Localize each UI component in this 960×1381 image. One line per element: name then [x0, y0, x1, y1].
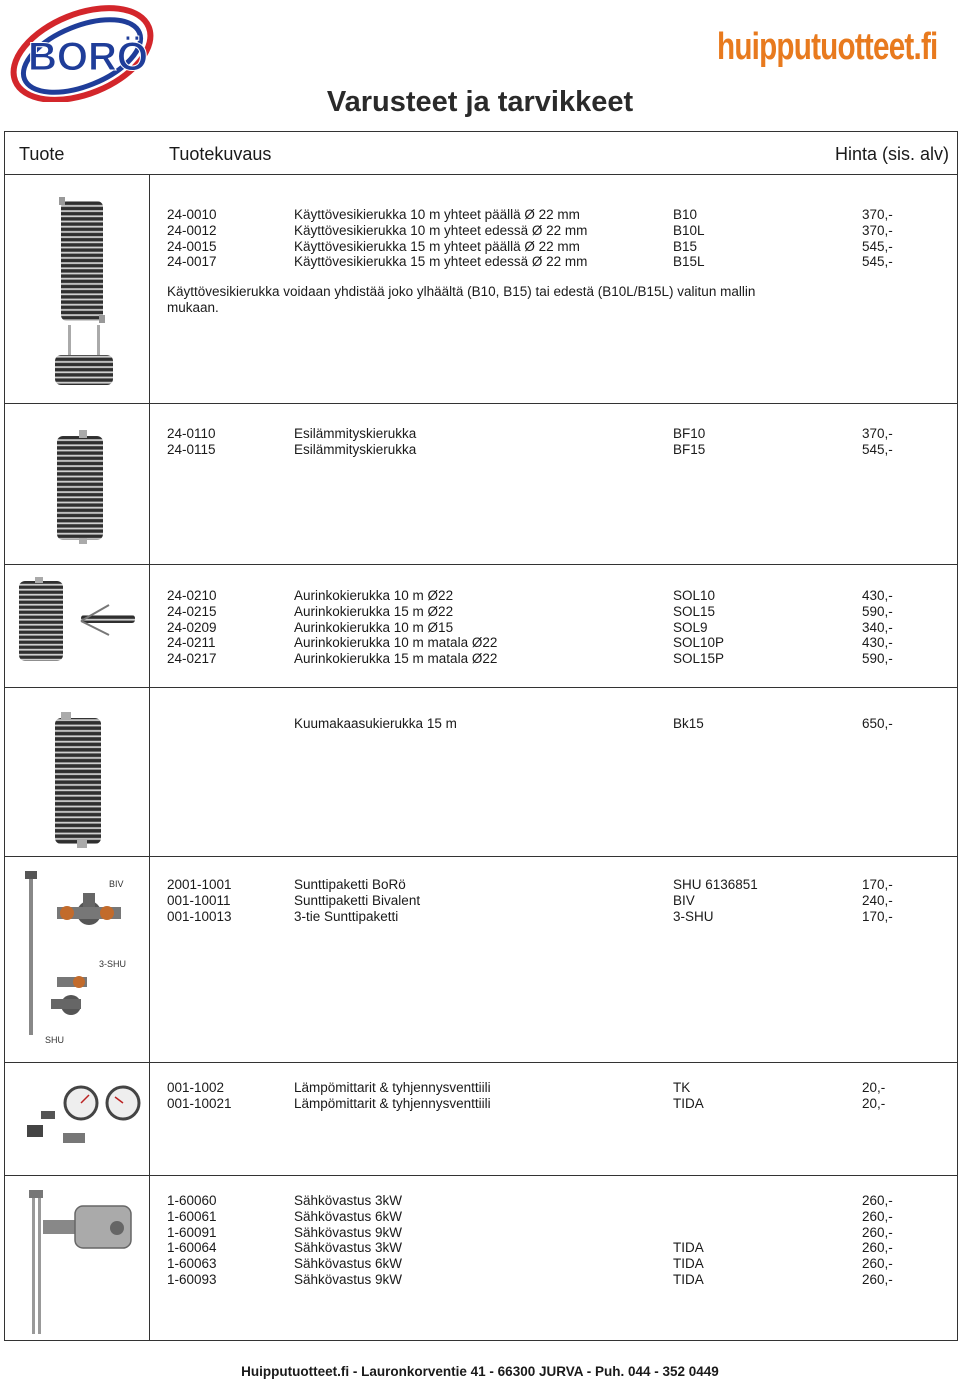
section-note: Käyttövesikierukka voidaan yhdistää joko ylhäältä (B10, B15) tai edestä (B10L/B15L) valitun mallin mukaan. [167, 284, 756, 315]
section-sunttipaketti: BIV 3-SHU SHU 2001-1001 Sunttipaketti BoRö SHU 6136851 170,- 001-10011 Sunttipaketti Bivalent BIV 240,- 001-10013 3-tie Sunttipaketti 3-SHU 170,- [5, 857, 957, 1063]
coil-image [5, 404, 149, 564]
col-header-price: Hinta (sis. alv) [835, 144, 950, 164]
col-header-product: Tuote [19, 144, 65, 164]
shunt-package-image [5, 857, 149, 1062]
svg-text:BORÖ: BORÖ [28, 35, 148, 79]
coil-image [5, 688, 149, 856]
section-esilammityskierukka: 24-0110 Esilämmityskierukka BF10 370,- 24-0115 Esilämmityskierukka BF15 545,- [5, 404, 957, 565]
thermometer-image [5, 1063, 149, 1175]
footer-contact: Huipputuotteet.fi - Lauronkorventie 41 - 66300 JURVA - Puh. 044 - 352 0449 [241, 1364, 719, 1379]
table-header [5, 132, 957, 175]
coil-image [5, 175, 149, 403]
section-kuumakaasukierukka: Kuumakaasukierukka 15 m Bk15 650,- [5, 688, 957, 857]
section-aurinkokierukka: 24-0210 Aurinkokierukka 10 m Ø22 SOL10 430,- 24-0215 Aurinkokierukka 15 m Ø22 SOL15 590,- 24-0209 Aurinkokierukka 10 m Ø15 SOL9 340,- 24-0211 Aurinkokierukka 10 m matala Ø22 SOL10P 430,- 24-0217 Aurinkokierukka 15 m matala Ø22 SOL15P 590,- [5, 565, 957, 688]
col-header-description: Tuotekuvaus [169, 144, 272, 164]
biv-label: BIV [109, 879, 124, 889]
heating-element-image [5, 1176, 149, 1340]
section-sahkovastus: 1-60060 Sähkövastus 3kW 260,- 1-60061 Sähkövastus 6kW 260,- 1-60091 Sähkövastus 9kW 260,- 1-60064 Sähkövastus 3kW TIDA 260,- 1-60063 Sähkövastus 6kW TIDA 260,- 1-60093 Sähkövastus 9kW TIDA 260,- [5, 1176, 957, 1340]
huipputuotteet-logo: huipputuotteet.fi [717, 26, 938, 68]
page-title: Varusteet ja tarvikkeet [326, 86, 634, 118]
section-lampomittarit: 001-1002 Lämpömittarit & tyhjennysventtiili TK 20,- 001-10021 Lämpömittarit & tyhjennysventtiili TIDA 20,- [5, 1063, 957, 1176]
shu3-label: 3-SHU [99, 959, 127, 969]
section-kayttovesikierukka: 24-0010 Käyttövesikierukka 10 m yhteet päällä Ø 22 mm B10 370,- 24-0012 Käyttövesikierukka 10 m yhteet edessä Ø 22 mm B10L 370,- 24-0015 Käyttövesikierukka 15 m yhteet päällä Ø 22 mm B15 545,- 24-0017 Käyttövesikierukka 15 m yhteet edessä Ø 22 mm B15L 545,- Käyttövesikierukka voidaan yhdistää joko ylhäältä (B10, B15) tai edestä (B10L/B15L) valitun mallin mukaan. [5, 175, 957, 404]
solar-coil-image [5, 565, 149, 687]
price-table [4, 131, 958, 1341]
shu-label: SHU [45, 1035, 65, 1045]
